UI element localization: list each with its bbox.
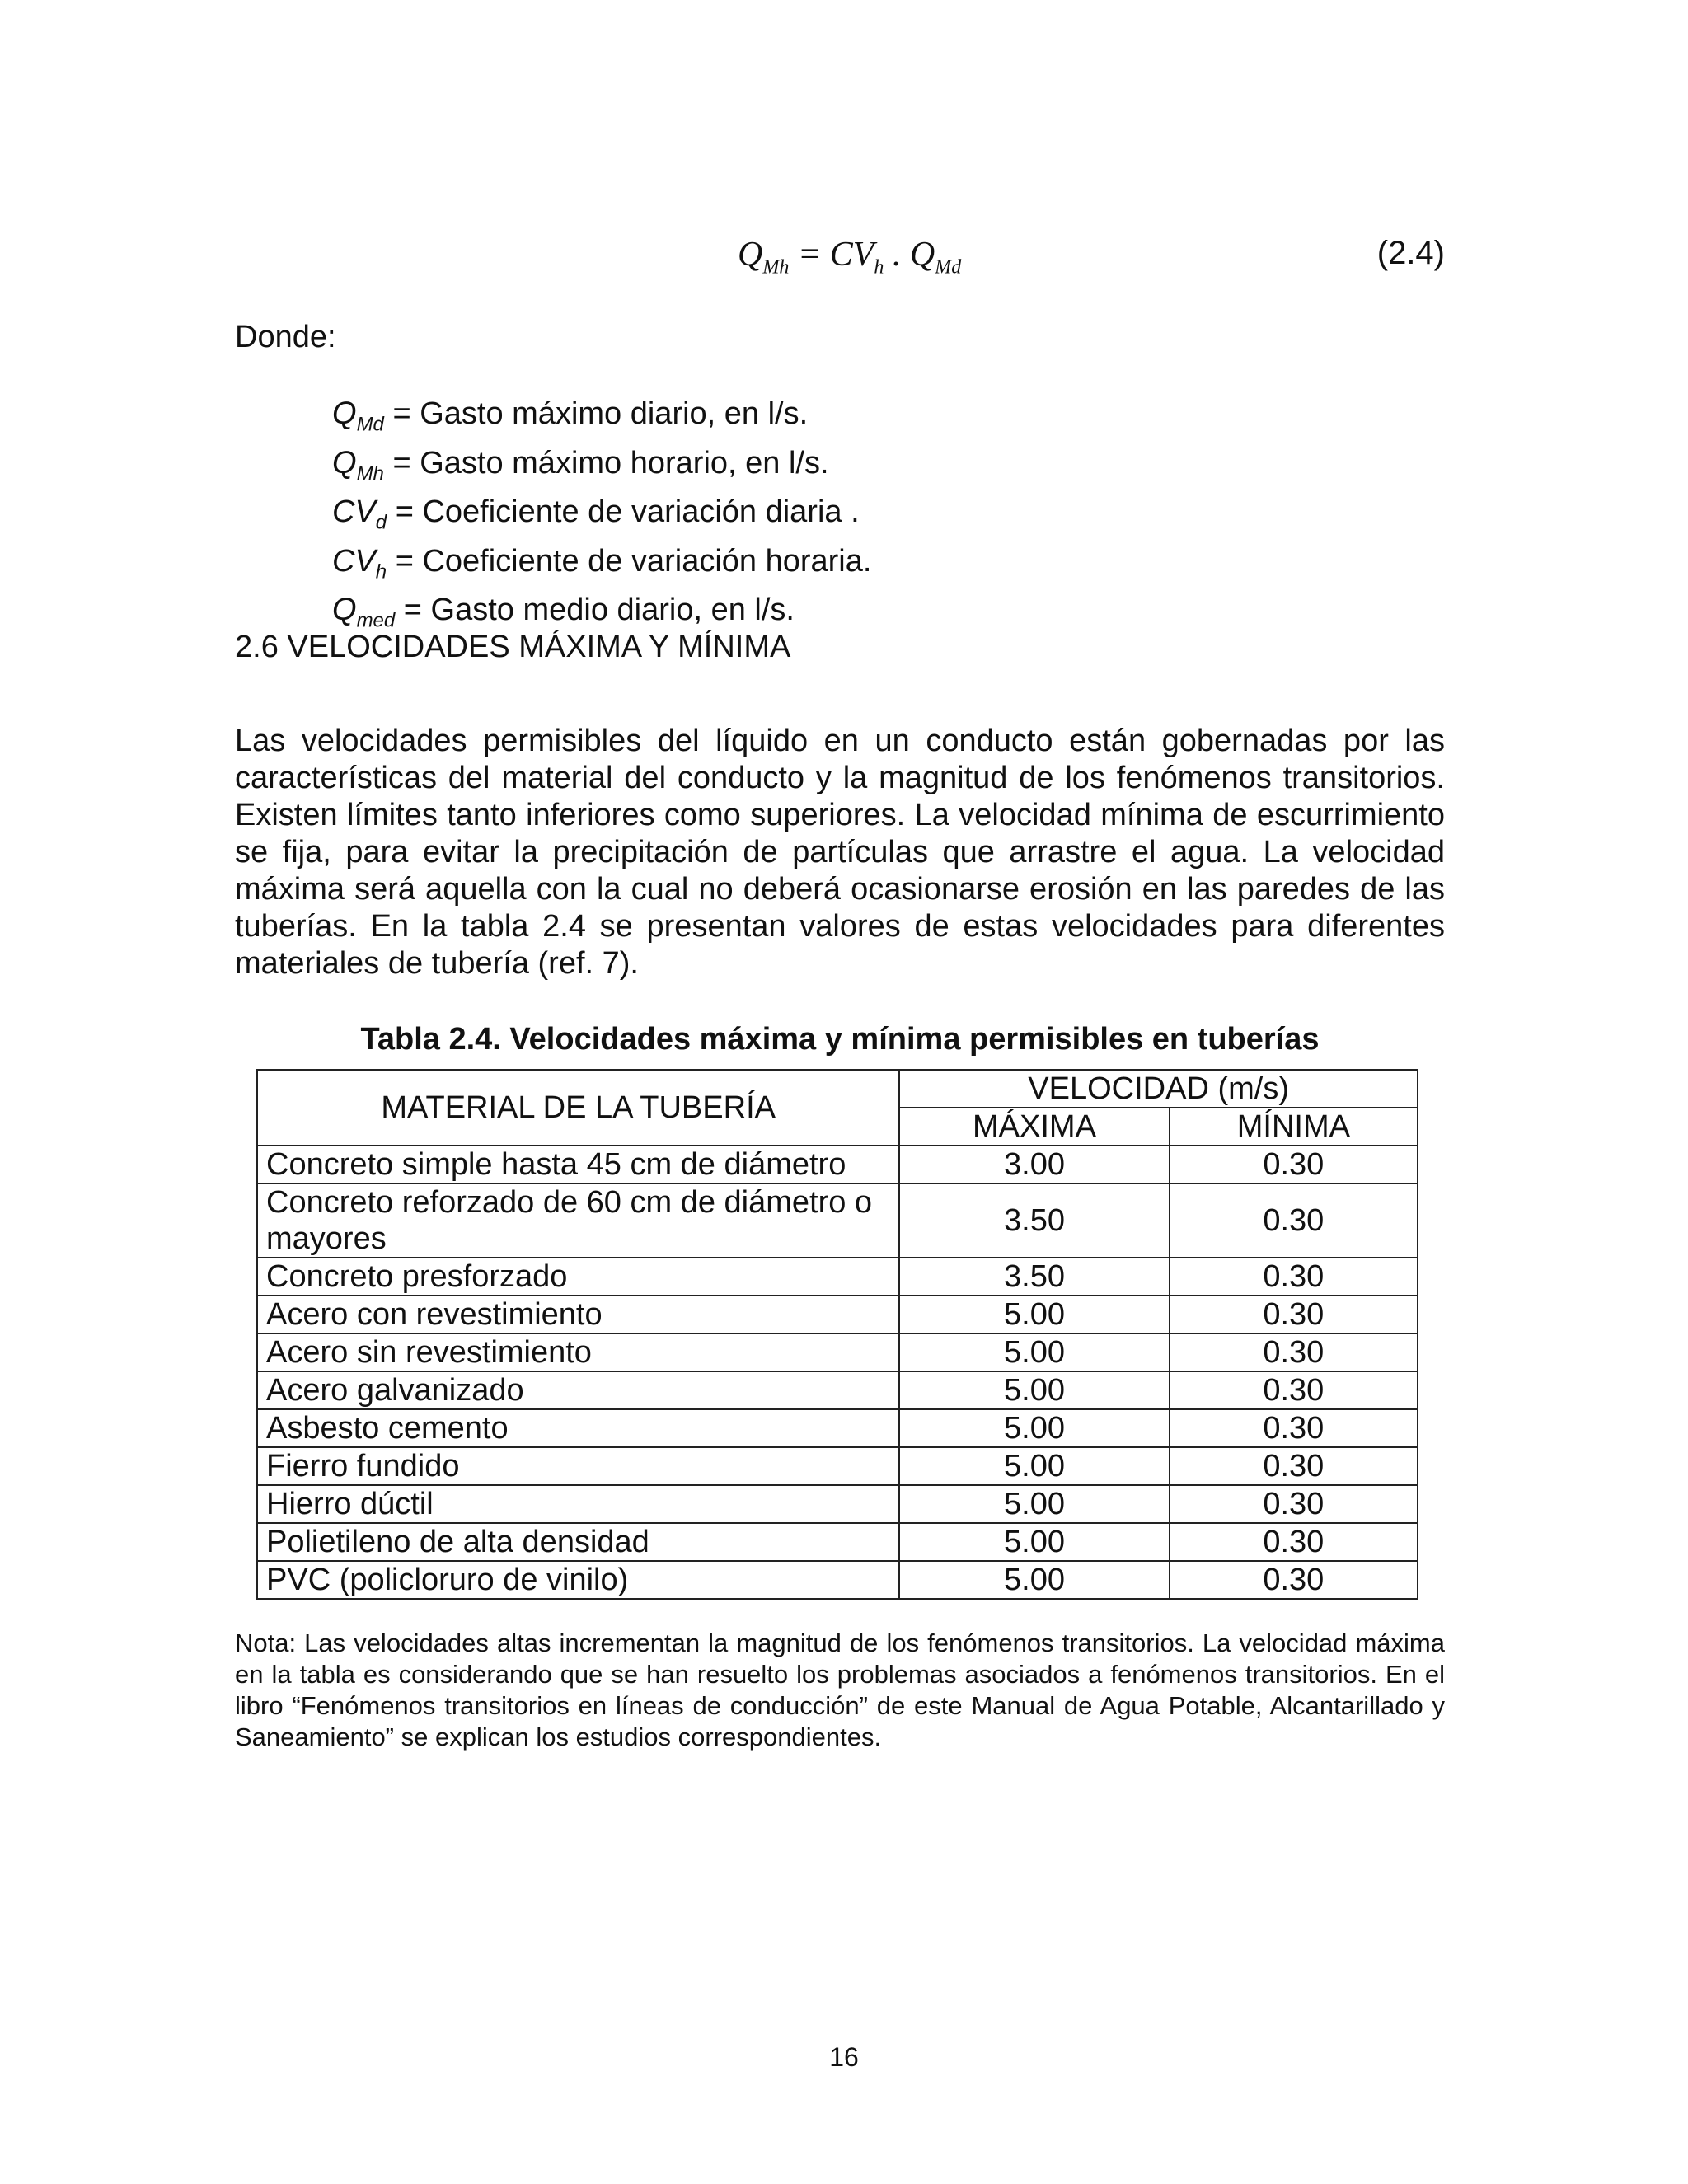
cell-min: 0.30 (1170, 1409, 1418, 1447)
table-row (257, 1561, 1418, 1599)
table-row (257, 1146, 1418, 1183)
cell-min: 0.30 (1170, 1296, 1418, 1333)
cell-max: 5.00 (899, 1296, 1169, 1333)
cell-min: 0.30 (1170, 1371, 1418, 1409)
table-note: Nota: Las velocidades altas incrementan la magnitud de los fenómenos transitorios. La velocidad máxima en la tabla es considerando que se han resuelto los problemas asociados a fenómenos transitorios. En el libro “Fenómenos transitorios en líneas de conducción” de este Manual de Agua Potable, Alcantarillado y Saneamiento” se explican los estudios correspondientes. (235, 1629, 1445, 1751)
cell-max: 5.00 (899, 1409, 1169, 1447)
definitions-list (332, 395, 871, 640)
cell-max: 5.00 (899, 1333, 1169, 1371)
definition-line (332, 444, 871, 494)
cell-material: Concreto reforzado de 60 cm de diámetro o mayores (257, 1183, 899, 1258)
header-velocity: VELOCIDAD (m/s) (899, 1070, 1418, 1108)
definition-symbol: CV (332, 543, 376, 579)
cell-material: Acero sin revestimiento (257, 1333, 899, 1371)
cell-max: 5.00 (899, 1523, 1169, 1561)
table-row (257, 1296, 1418, 1333)
cell-material: Fierro fundido (257, 1447, 899, 1485)
equation-equals: = (789, 236, 830, 274)
table-row (257, 1447, 1418, 1485)
cell-material: PVC (policloruro de vinilo) (257, 1561, 899, 1599)
cell-max: 5.00 (899, 1485, 1169, 1523)
equation-cv-subscript: h (874, 256, 884, 279)
table-caption: Tabla 2.4. Velocidades máxima y mínima permisibles en tuberías (360, 1022, 1320, 1057)
table-header-row (257, 1070, 1418, 1108)
definition-subscript: h (375, 560, 387, 583)
cell-max: 3.50 (899, 1258, 1169, 1296)
equation-number: (2.4) (1376, 235, 1445, 271)
body-paragraph: Las velocidades permisibles del líquido en un conducto están gobernadas por las características del material del conducto y la magnitud de los fenómenos transitorios. Existen límites tanto inferiores como superiores. La velocidad mínima de escurrimiento se fija, para evitar la precipitación de partículas que arrastre el agua. La velocidad máxima será aquella con la cual no deberá ocasionarse erosión en las paredes de las tuberías. En la tabla 2.4 se presentan valores de estas velocidades para diferentes materiales de tubería (ref. 7). (235, 724, 1445, 981)
cell-max: 3.50 (899, 1183, 1169, 1258)
equation-lhs-subscript: Mh (762, 256, 790, 279)
definition-text: = Coeficiente de variación horaria. (387, 543, 872, 579)
header-max: MÁXIMA (899, 1108, 1169, 1146)
cell-min: 0.30 (1170, 1146, 1418, 1183)
definition-subscript: d (375, 511, 387, 534)
equation-row (235, 235, 1445, 284)
cell-material: Acero con revestimiento (257, 1296, 899, 1333)
equation-rhs: Q (909, 236, 935, 274)
table-row (257, 1523, 1418, 1561)
velocity-table (256, 1069, 1418, 1600)
equation-cv: CV (829, 236, 874, 274)
cell-material: Concreto presforzado (257, 1258, 899, 1296)
table-body (257, 1146, 1418, 1599)
table-row (257, 1485, 1418, 1523)
definition-symbol: Q (332, 396, 357, 431)
definition-line (332, 395, 871, 444)
definition-text: = Coeficiente de variación diaria . (387, 494, 860, 530)
page-number: 16 (829, 2042, 859, 2072)
cell-max: 5.00 (899, 1371, 1169, 1409)
equation-2-4 (738, 235, 961, 279)
definition-subscript: med (356, 609, 396, 632)
header-material: MATERIAL DE LA TUBERÍA (257, 1070, 899, 1146)
cell-max: 3.00 (899, 1146, 1169, 1183)
definition-line (332, 493, 871, 542)
cell-material: Asbesto cemento (257, 1409, 899, 1447)
header-min: MÍNIMA (1170, 1108, 1418, 1146)
cell-min: 0.30 (1170, 1523, 1418, 1561)
definition-text: = Gasto máximo horario, en l/s. (383, 445, 829, 480)
cell-min: 0.30 (1170, 1258, 1418, 1296)
cell-material: Polietileno de alta densidad (257, 1523, 899, 1561)
table-row (257, 1409, 1418, 1447)
table-row (257, 1183, 1418, 1258)
table-row (257, 1371, 1418, 1409)
definition-symbol: Q (332, 445, 357, 480)
definition-symbol: CV (332, 494, 376, 530)
donde-label: Donde: (235, 320, 336, 354)
cell-max: 5.00 (899, 1447, 1169, 1485)
cell-min: 0.30 (1170, 1561, 1418, 1599)
definition-text: = Gasto máximo diario, en l/s. (383, 396, 809, 431)
cell-max: 5.00 (899, 1561, 1169, 1599)
section-heading: 2.6 VELOCIDADES MÁXIMA Y MÍNIMA (235, 630, 791, 664)
table-row (257, 1258, 1418, 1296)
cell-min: 0.30 (1170, 1333, 1418, 1371)
definition-text: = Gasto medio diario, en l/s. (395, 593, 795, 628)
equation-dot: . (884, 236, 910, 274)
cell-min: 0.30 (1170, 1447, 1418, 1485)
cell-material: Hierro dúctil (257, 1485, 899, 1523)
definition-line (332, 542, 871, 592)
definition-subscript: Mh (356, 462, 384, 485)
definition-subscript: Md (356, 413, 384, 436)
cell-min: 0.30 (1170, 1183, 1418, 1258)
cell-material: Acero galvanizado (257, 1371, 899, 1409)
equation-lhs: Q (738, 236, 763, 274)
cell-material: Concreto simple hasta 45 cm de diámetro (257, 1146, 899, 1183)
table-row (257, 1333, 1418, 1371)
equation-rhs-subscript: Md (935, 256, 962, 279)
cell-min: 0.30 (1170, 1485, 1418, 1523)
definition-symbol: Q (332, 593, 357, 628)
